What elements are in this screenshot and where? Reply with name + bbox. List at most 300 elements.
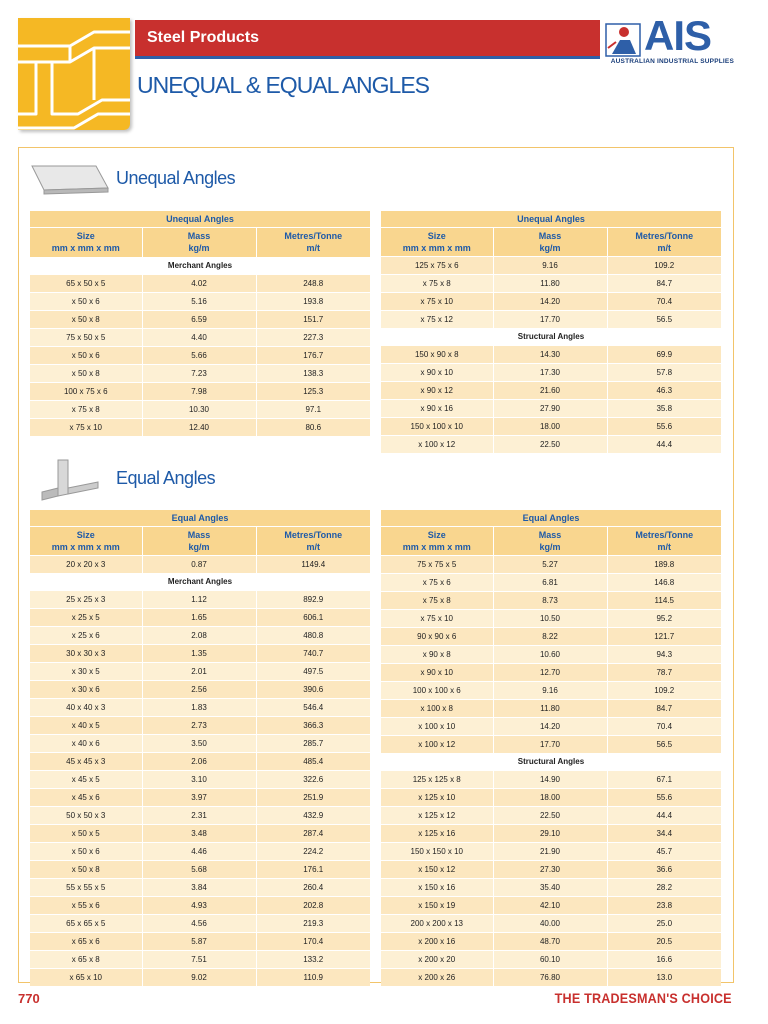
mass-cell: 18.00 xyxy=(493,418,607,436)
table-row xyxy=(381,915,721,933)
mass-cell: 2.73 xyxy=(142,717,256,735)
size-cell: x 75 x 8 xyxy=(381,592,493,610)
metres-tonne-cell: 109.2 xyxy=(607,682,721,700)
metres-tonne-cell: 70.4 xyxy=(607,718,721,736)
metres-tonne-cell: 94.3 xyxy=(607,646,721,664)
mass-cell: 1.35 xyxy=(142,645,256,663)
table-row xyxy=(381,718,721,736)
mass-cell: 42.10 xyxy=(493,897,607,915)
size-cell: 100 x 100 x 6 xyxy=(381,682,493,700)
size-cell: x 50 x 8 xyxy=(30,310,142,328)
metres-tonne-cell: 110.9 xyxy=(256,969,370,987)
size-cell: x 90 x 12 xyxy=(381,382,493,400)
table-row xyxy=(30,292,370,310)
mass-cell: 4.40 xyxy=(142,328,256,346)
equal-section-title: Equal Angles xyxy=(116,468,216,488)
size-cell: x 200 x 20 xyxy=(381,951,493,969)
size-cell: 200 x 200 x 13 xyxy=(381,915,493,933)
size-cell: x 200 x 16 xyxy=(381,933,493,951)
mass-cell: 1.83 xyxy=(142,699,256,717)
mass-cell: 27.90 xyxy=(493,400,607,418)
metres-tonne-cell: 606.1 xyxy=(256,609,370,627)
size-cell: x 50 x 8 xyxy=(30,364,142,382)
size-cell: x 200 x 26 xyxy=(381,969,493,987)
metres-tonne-cell: 202.8 xyxy=(256,897,370,915)
size-cell: x 100 x 10 xyxy=(381,718,493,736)
table-row xyxy=(30,556,370,574)
metres-tonne-cell: 45.7 xyxy=(607,843,721,861)
table-row xyxy=(381,257,721,275)
metres-tonne-cell: 35.8 xyxy=(607,400,721,418)
column-header-size: Size mm x mm x mm xyxy=(381,527,493,556)
mass-cell: 3.48 xyxy=(142,825,256,843)
size-cell: 100 x 75 x 6 xyxy=(30,382,142,400)
subheading-label: Merchant Angles xyxy=(30,257,370,275)
metres-tonne-cell: 170.4 xyxy=(256,933,370,951)
mass-cell: 9.16 xyxy=(493,257,607,275)
table-row xyxy=(381,418,721,436)
size-cell: x 25 x 6 xyxy=(30,627,142,645)
size-cell: x 150 x 19 xyxy=(381,897,493,915)
mass-cell: 12.70 xyxy=(493,664,607,682)
table-row xyxy=(381,843,721,861)
equal-angle-icon xyxy=(38,458,102,502)
mass-cell: 22.50 xyxy=(493,807,607,825)
mass-cell: 8.22 xyxy=(493,628,607,646)
column-header-mass: Mass kg/m xyxy=(142,228,256,257)
metres-tonne-cell: 57.8 xyxy=(607,364,721,382)
table-row xyxy=(30,310,370,328)
table-row xyxy=(30,274,370,292)
table-row xyxy=(381,969,721,987)
size-cell: x 75 x 8 xyxy=(381,275,493,293)
size-cell: x 50 x 6 xyxy=(30,292,142,310)
metres-tonne-cell: 193.8 xyxy=(256,292,370,310)
size-cell: 75 x 75 x 5 xyxy=(381,556,493,574)
table-row xyxy=(30,735,370,753)
size-cell: x 25 x 5 xyxy=(30,609,142,627)
metres-tonne-cell: 23.8 xyxy=(607,897,721,915)
table-row xyxy=(381,682,721,700)
mass-cell: 14.30 xyxy=(493,346,607,364)
mass-cell: 2.08 xyxy=(142,627,256,645)
size-cell: x 45 x 6 xyxy=(30,789,142,807)
mass-cell: 11.80 xyxy=(493,700,607,718)
mass-cell: 6.81 xyxy=(493,574,607,592)
size-cell: x 30 x 6 xyxy=(30,681,142,699)
table-row xyxy=(381,556,721,574)
metres-tonne-cell: 25.0 xyxy=(607,915,721,933)
metres-tonne-cell: 480.8 xyxy=(256,627,370,645)
size-cell: x 100 x 12 xyxy=(381,736,493,754)
table-row xyxy=(381,364,721,382)
unequal-table-right xyxy=(381,211,721,453)
table-row xyxy=(381,646,721,664)
metres-tonne-cell: 20.5 xyxy=(607,933,721,951)
table-row xyxy=(381,951,721,969)
metres-tonne-cell: 248.8 xyxy=(256,274,370,292)
mass-cell: 35.40 xyxy=(493,879,607,897)
size-cell: 65 x 50 x 5 xyxy=(30,274,142,292)
metres-tonne-cell: 146.8 xyxy=(607,574,721,592)
size-cell: 125 x 125 x 8 xyxy=(381,771,493,789)
table-row xyxy=(30,915,370,933)
size-cell: x 90 x 16 xyxy=(381,400,493,418)
metres-tonne-cell: 287.4 xyxy=(256,825,370,843)
mass-cell: 17.70 xyxy=(493,736,607,754)
mass-cell: 9.16 xyxy=(493,682,607,700)
size-cell: x 75 x 10 xyxy=(30,418,142,436)
mass-cell: 4.46 xyxy=(142,843,256,861)
metres-tonne-cell: 151.7 xyxy=(256,310,370,328)
mass-cell: 2.06 xyxy=(142,753,256,771)
column-header-mass: Mass kg/m xyxy=(493,527,607,556)
table-row xyxy=(30,681,370,699)
mass-cell: 7.98 xyxy=(142,382,256,400)
table-row xyxy=(30,861,370,879)
metres-tonne-cell: 84.7 xyxy=(607,700,721,718)
size-cell: x 125 x 12 xyxy=(381,807,493,825)
mass-cell: 3.50 xyxy=(142,735,256,753)
size-cell: x 45 x 5 xyxy=(30,771,142,789)
mass-cell: 2.01 xyxy=(142,663,256,681)
mass-cell: 3.84 xyxy=(142,879,256,897)
mass-cell: 6.59 xyxy=(142,310,256,328)
mass-cell: 10.60 xyxy=(493,646,607,664)
mass-cell: 3.10 xyxy=(142,771,256,789)
metres-tonne-cell: 55.6 xyxy=(607,789,721,807)
table-row xyxy=(381,861,721,879)
metres-tonne-cell: 227.3 xyxy=(256,328,370,346)
size-cell: 25 x 25 x 3 xyxy=(30,591,142,609)
page-number: 770 xyxy=(18,991,40,1006)
size-cell: x 90 x 10 xyxy=(381,664,493,682)
metres-tonne-cell: 546.4 xyxy=(256,699,370,717)
size-cell: x 65 x 6 xyxy=(30,933,142,951)
column-header-metres-tonne: Metres/Tonne m/t xyxy=(256,228,370,257)
mass-cell: 5.16 xyxy=(142,292,256,310)
table-row xyxy=(381,879,721,897)
mass-cell: 5.68 xyxy=(142,861,256,879)
size-cell: x 50 x 6 xyxy=(30,346,142,364)
column-header-metres-tonne: Metres/Tonne m/t xyxy=(607,527,721,556)
category-bar xyxy=(135,20,600,56)
metres-tonne-cell: 189.8 xyxy=(607,556,721,574)
table-row xyxy=(381,771,721,789)
table-row xyxy=(30,789,370,807)
size-cell: x 90 x 10 xyxy=(381,364,493,382)
brand-logo xyxy=(604,12,734,68)
size-cell: x 125 x 10 xyxy=(381,789,493,807)
metres-tonne-cell: 84.7 xyxy=(607,275,721,293)
size-cell: 75 x 50 x 5 xyxy=(30,328,142,346)
size-cell: x 65 x 8 xyxy=(30,951,142,969)
section-logo xyxy=(18,18,130,130)
table-row xyxy=(381,700,721,718)
table-row xyxy=(30,699,370,717)
size-cell: 20 x 20 x 3 xyxy=(30,556,142,574)
metres-tonne-cell: 70.4 xyxy=(607,293,721,311)
metres-tonne-cell: 56.5 xyxy=(607,736,721,754)
mass-cell: 27.30 xyxy=(493,861,607,879)
metres-tonne-cell: 322.6 xyxy=(256,771,370,789)
table-row xyxy=(381,275,721,293)
mass-cell: 3.97 xyxy=(142,789,256,807)
metres-tonne-cell: 67.1 xyxy=(607,771,721,789)
mass-cell: 1.65 xyxy=(142,609,256,627)
metres-tonne-cell: 497.5 xyxy=(256,663,370,681)
metres-tonne-cell: 224.2 xyxy=(256,843,370,861)
metres-tonne-cell: 44.4 xyxy=(607,436,721,454)
mass-cell: 10.50 xyxy=(493,610,607,628)
table-row xyxy=(30,627,370,645)
metres-tonne-cell: 740.7 xyxy=(256,645,370,663)
metres-tonne-cell: 46.3 xyxy=(607,382,721,400)
size-cell: x 75 x 10 xyxy=(381,293,493,311)
metres-tonne-cell: 80.6 xyxy=(256,418,370,436)
subheading-label: Merchant Angles xyxy=(30,573,370,591)
metres-tonne-cell: 69.9 xyxy=(607,346,721,364)
metres-tonne-cell: 219.3 xyxy=(256,915,370,933)
table-row xyxy=(30,843,370,861)
mass-cell: 60.10 xyxy=(493,951,607,969)
subheading-label: Structural Angles xyxy=(381,328,721,346)
footer-tagline: THE TRADESMAN'S CHOICE xyxy=(554,990,732,1006)
mass-cell: 14.20 xyxy=(493,293,607,311)
metres-tonne-cell: 260.4 xyxy=(256,879,370,897)
metres-tonne-cell: 109.2 xyxy=(607,257,721,275)
metres-tonne-cell: 176.1 xyxy=(256,861,370,879)
size-cell: x 75 x 8 xyxy=(30,400,142,418)
mass-cell: 5.27 xyxy=(493,556,607,574)
size-cell: x 100 x 8 xyxy=(381,700,493,718)
mass-cell: 1.12 xyxy=(142,591,256,609)
mass-cell: 17.30 xyxy=(493,364,607,382)
metres-tonne-cell: 138.3 xyxy=(256,364,370,382)
mass-cell: 18.00 xyxy=(493,789,607,807)
size-cell: x 100 x 12 xyxy=(381,436,493,454)
table-row xyxy=(381,293,721,311)
mass-cell: 21.60 xyxy=(493,382,607,400)
column-header-metres-tonne: Metres/Tonne m/t xyxy=(607,228,721,257)
size-cell: x 50 x 8 xyxy=(30,861,142,879)
mass-cell: 12.40 xyxy=(142,418,256,436)
mass-cell: 22.50 xyxy=(493,436,607,454)
table-row xyxy=(30,609,370,627)
size-cell: x 40 x 6 xyxy=(30,735,142,753)
table-row xyxy=(381,628,721,646)
metres-tonne-cell: 114.5 xyxy=(607,592,721,610)
table-row xyxy=(30,346,370,364)
table-row xyxy=(30,717,370,735)
metres-tonne-cell: 97.1 xyxy=(256,400,370,418)
table-subheading-row xyxy=(381,753,721,771)
size-cell: 90 x 90 x 6 xyxy=(381,628,493,646)
table-row xyxy=(381,789,721,807)
table-row xyxy=(30,328,370,346)
metres-tonne-cell: 78.7 xyxy=(607,664,721,682)
metres-tonne-cell: 485.4 xyxy=(256,753,370,771)
table-row xyxy=(30,753,370,771)
metres-tonne-cell: 34.4 xyxy=(607,825,721,843)
mass-cell: 7.23 xyxy=(142,364,256,382)
table-row xyxy=(381,897,721,915)
table-row xyxy=(30,951,370,969)
table-row xyxy=(381,592,721,610)
metres-tonne-cell: 390.6 xyxy=(256,681,370,699)
size-cell: x 55 x 6 xyxy=(30,897,142,915)
mass-cell: 11.80 xyxy=(493,275,607,293)
size-cell: x 30 x 5 xyxy=(30,663,142,681)
size-cell: 125 x 75 x 6 xyxy=(381,257,493,275)
mass-cell: 9.02 xyxy=(142,969,256,987)
table-caption: Equal Angles xyxy=(30,510,370,527)
metres-tonne-cell: 176.7 xyxy=(256,346,370,364)
metres-tonne-cell: 892.9 xyxy=(256,591,370,609)
mass-cell: 5.87 xyxy=(142,933,256,951)
worker-icon xyxy=(604,18,642,58)
brand-tagline: AUSTRALIAN INDUSTRIAL SUPPLIES xyxy=(610,58,734,65)
table-row xyxy=(30,897,370,915)
mass-cell: 48.70 xyxy=(493,933,607,951)
size-cell: 50 x 50 x 3 xyxy=(30,807,142,825)
metres-tonne-cell: 36.6 xyxy=(607,861,721,879)
metres-tonne-cell: 55.6 xyxy=(607,418,721,436)
steel-beam-icon xyxy=(18,18,130,130)
mass-cell: 40.00 xyxy=(493,915,607,933)
mass-cell: 2.31 xyxy=(142,807,256,825)
table-row xyxy=(381,400,721,418)
size-cell: 150 x 150 x 10 xyxy=(381,843,493,861)
metres-tonne-cell: 366.3 xyxy=(256,717,370,735)
category-label: Steel Products xyxy=(147,29,260,46)
table-row xyxy=(30,879,370,897)
metres-tonne-cell: 28.2 xyxy=(607,879,721,897)
size-cell: x 150 x 16 xyxy=(381,879,493,897)
table-caption: Unequal Angles xyxy=(381,211,721,228)
mass-cell: 4.02 xyxy=(142,274,256,292)
metres-tonne-cell: 1149.4 xyxy=(256,556,370,574)
table-subheading-row xyxy=(30,257,370,275)
table-row xyxy=(30,933,370,951)
mass-cell: 0.87 xyxy=(142,556,256,574)
size-cell: x 90 x 8 xyxy=(381,646,493,664)
header-divider xyxy=(135,56,600,59)
metres-tonne-cell: 251.9 xyxy=(256,789,370,807)
table-row xyxy=(381,736,721,754)
table-row xyxy=(381,664,721,682)
table-row xyxy=(381,610,721,628)
metres-tonne-cell: 133.2 xyxy=(256,951,370,969)
size-cell: x 40 x 5 xyxy=(30,717,142,735)
mass-cell: 5.66 xyxy=(142,346,256,364)
table-row xyxy=(381,436,721,454)
table-row xyxy=(381,382,721,400)
table-row xyxy=(30,663,370,681)
table-row xyxy=(30,645,370,663)
table-caption: Equal Angles xyxy=(381,510,721,527)
metres-tonne-cell: 44.4 xyxy=(607,807,721,825)
page-title: UNEQUAL & EQUAL ANGLES xyxy=(137,72,430,98)
mass-cell: 10.30 xyxy=(142,400,256,418)
table-row xyxy=(30,400,370,418)
table-row xyxy=(381,574,721,592)
metres-tonne-cell: 432.9 xyxy=(256,807,370,825)
unequal-table-left xyxy=(30,211,370,436)
size-cell: 55 x 55 x 5 xyxy=(30,879,142,897)
size-cell: x 75 x 10 xyxy=(381,610,493,628)
size-cell: x 50 x 5 xyxy=(30,825,142,843)
column-header-size: Size mm x mm x mm xyxy=(381,228,493,257)
column-header-metres-tonne: Metres/Tonne m/t xyxy=(256,527,370,556)
size-cell: 65 x 65 x 5 xyxy=(30,915,142,933)
table-row xyxy=(381,346,721,364)
column-header-mass: Mass kg/m xyxy=(493,228,607,257)
equal-table-left xyxy=(30,510,370,986)
table-row xyxy=(381,825,721,843)
size-cell: 45 x 45 x 3 xyxy=(30,753,142,771)
table-row xyxy=(381,933,721,951)
size-cell: x 50 x 6 xyxy=(30,843,142,861)
table-row xyxy=(30,807,370,825)
mass-cell: 21.90 xyxy=(493,843,607,861)
unequal-section-title: Unequal Angles xyxy=(116,168,236,188)
table-subheading-row xyxy=(381,328,721,346)
table-row xyxy=(30,771,370,789)
table-caption: Unequal Angles xyxy=(30,211,370,228)
table-row xyxy=(30,969,370,987)
metres-tonne-cell: 285.7 xyxy=(256,735,370,753)
metres-tonne-cell: 95.2 xyxy=(607,610,721,628)
table-subheading-row xyxy=(30,573,370,591)
subheading-label: Structural Angles xyxy=(381,753,721,771)
size-cell: x 150 x 12 xyxy=(381,861,493,879)
mass-cell: 29.10 xyxy=(493,825,607,843)
unequal-angle-icon xyxy=(30,160,110,196)
metres-tonne-cell: 125.3 xyxy=(256,382,370,400)
size-cell: 40 x 40 x 3 xyxy=(30,699,142,717)
metres-tonne-cell: 16.6 xyxy=(607,951,721,969)
mass-cell: 14.20 xyxy=(493,718,607,736)
table-row xyxy=(30,418,370,436)
metres-tonne-cell: 56.5 xyxy=(607,311,721,329)
column-header-size: Size mm x mm x mm xyxy=(30,228,142,257)
size-cell: 150 x 100 x 10 xyxy=(381,418,493,436)
mass-cell: 8.73 xyxy=(493,592,607,610)
mass-cell: 4.93 xyxy=(142,897,256,915)
column-header-size: Size mm x mm x mm xyxy=(30,527,142,556)
table-row xyxy=(30,825,370,843)
equal-table-right xyxy=(381,510,721,986)
mass-cell: 17.70 xyxy=(493,311,607,329)
size-cell: x 125 x 16 xyxy=(381,825,493,843)
table-row xyxy=(30,364,370,382)
size-cell: x 75 x 6 xyxy=(381,574,493,592)
column-header-mass: Mass kg/m xyxy=(142,527,256,556)
table-row xyxy=(30,382,370,400)
size-cell: x 75 x 12 xyxy=(381,311,493,329)
table-row xyxy=(30,591,370,609)
size-cell: 30 x 30 x 3 xyxy=(30,645,142,663)
table-row xyxy=(381,807,721,825)
mass-cell: 7.51 xyxy=(142,951,256,969)
brand-name: AIS xyxy=(644,12,712,59)
mass-cell: 2.56 xyxy=(142,681,256,699)
metres-tonne-cell: 121.7 xyxy=(607,628,721,646)
mass-cell: 4.56 xyxy=(142,915,256,933)
table-row xyxy=(381,311,721,329)
mass-cell: 14.90 xyxy=(493,771,607,789)
